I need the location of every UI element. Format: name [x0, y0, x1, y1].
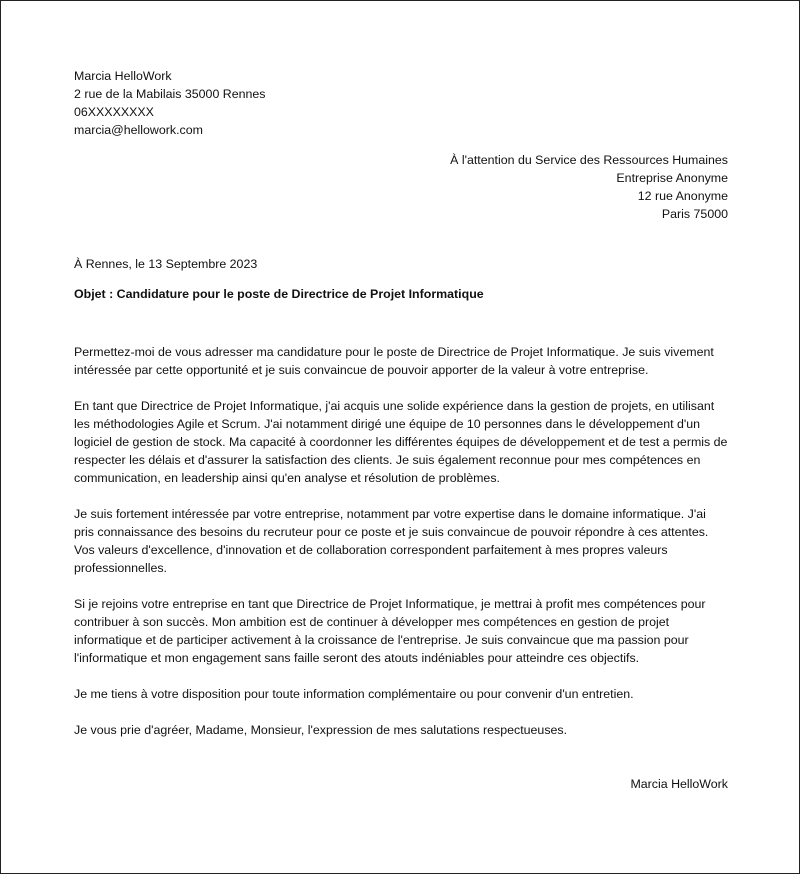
date-line: À Rennes, le 13 Septembre 2023 — [74, 257, 258, 271]
recipient-city: Paris 75000 — [661, 207, 728, 221]
recipient-street: 12 rue Anonyme — [637, 189, 728, 203]
sender-name: Marcia HelloWork — [74, 69, 172, 83]
sender-block — [74, 67, 728, 139]
sender-phone: 06XXXXXXXX — [74, 105, 154, 119]
paragraph-motivation: Je suis fortement intéressée par votre entreprise, notamment par votre expertise dans le domaine informatique. J'ai pris connaissance des besoins du recruteur pour ce poste et je suis convaincue de pouvoir répondre à ces attentes. Vos valeurs d'excellence, d'innovation et de collaboration correspondent parfaitement à mes propres valeurs professionnelles. — [74, 507, 709, 575]
recipient-company: Entreprise Anonyme — [616, 171, 728, 185]
subject-line: Objet : Candidature pour le poste de Directrice de Projet Informatique — [74, 287, 484, 301]
recipient-attention: À l'attention du Service des Ressources Humaines — [450, 153, 728, 167]
paragraph-closing: Je vous prie d'agréer, Madame, Monsieur, l'expression de mes salutations respectueuses. — [74, 723, 568, 737]
paragraph-contribution: Si je rejoins votre entreprise en tant que Directrice de Projet Informatique, je mettrai à profit mes compétences pour contribuer à son succès. Mon ambition est de continuer à développer mes compétences en gestion de projet informatique et de participer activement à la croissance de l'entreprise. Je suis convaincue que ma passion pour l'informatique et mon engagement sans faille seront des atouts indéniables pour atteindre ces objectifs. — [74, 597, 706, 665]
sender-email: marcia@hellowork.com — [74, 123, 203, 137]
paragraph-intro: Permettez-moi de vous adresser ma candidature pour le poste de Directrice de Projet Informatique. Je suis vivement intéressée par cette opportunité et je suis convaincue de pouvoir apporter de la valeur à votre entreprise. — [74, 345, 714, 377]
letter-content — [74, 67, 728, 793]
signature: Marcia HelloWork — [630, 777, 728, 791]
recipient-block — [74, 151, 728, 223]
letter-body — [74, 343, 728, 739]
paragraph-availability: Je me tiens à votre disposition pour toute information complémentaire ou pour convenir d'un entretien. — [74, 687, 634, 701]
paragraph-experience: En tant que Directrice de Projet Informatique, j'ai acquis une solide expérience dans la gestion de projets, en utilisant les méthodologies Agile et Scrum. J'ai notamment dirigé une équipe de 10 personnes dans le développement d'un logiciel de gestion de stock. Ma capacité à coordonner les différentes équipes de développement et de test a permis de respecter les délais et d'assurer la satisfaction des clients. Je suis également reconnue pour mes compétences en communication, en leadership ainsi qu'en analyse et résolution de problèmes. — [74, 399, 728, 485]
sender-address: 2 rue de la Mabilais 35000 Rennes — [74, 87, 266, 101]
